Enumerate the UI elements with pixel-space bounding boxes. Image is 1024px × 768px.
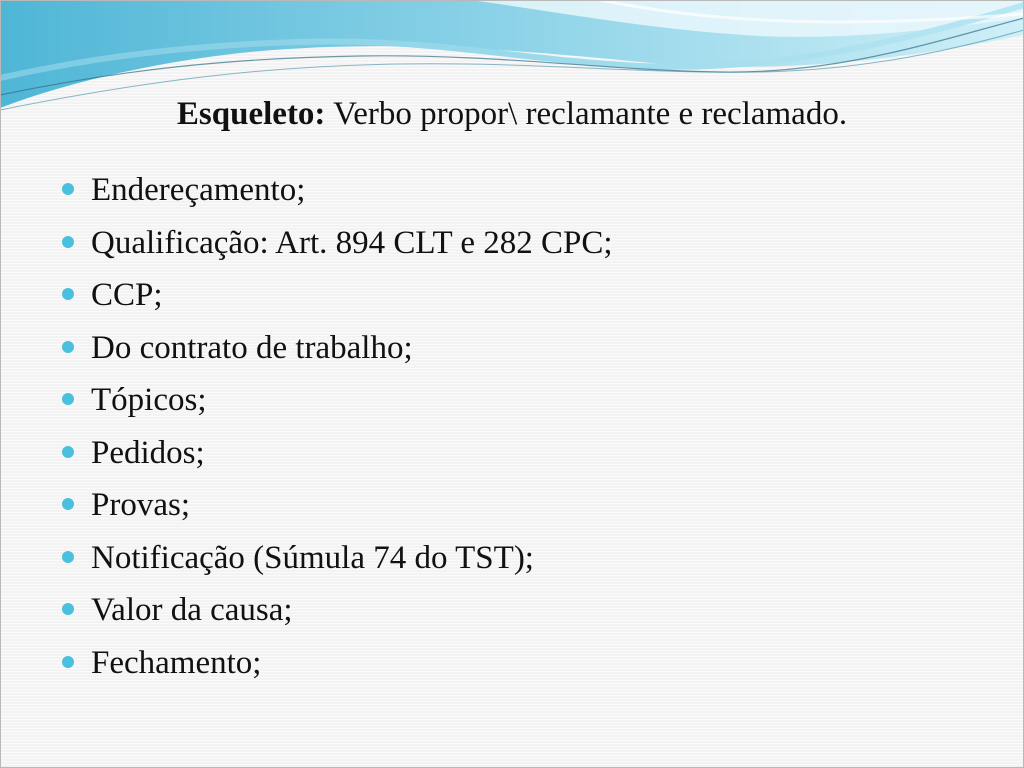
list-item	[62, 322, 613, 375]
bullet-dot-icon	[62, 341, 74, 353]
bullet-dot-icon	[62, 603, 74, 615]
list-item-text: Provas;	[91, 487, 190, 523]
list-item	[62, 269, 613, 322]
list-item	[62, 584, 613, 637]
list-item-text: Notificação (Súmula 74 do TST);	[91, 539, 534, 576]
slide-title	[0, 90, 1024, 138]
list-item	[62, 217, 613, 270]
list-item-text: Do contrato de trabalho;	[91, 329, 413, 366]
bullet-dot-icon	[62, 656, 74, 668]
list-item	[62, 427, 613, 480]
list-item-text: Tópicos;	[91, 382, 207, 418]
list-item	[62, 374, 613, 427]
title-text: Verbo propor\ reclamante e reclamado.	[325, 96, 848, 132]
bullet-dot-icon	[62, 498, 74, 510]
list-item-text: CCP;	[91, 277, 163, 313]
bullet-dot-icon	[62, 393, 74, 405]
bullet-dot-icon	[62, 446, 74, 458]
list-item-text: Pedidos;	[91, 434, 205, 471]
bullet-dot-icon	[62, 236, 74, 248]
list-item	[62, 637, 613, 690]
title-bold-label: Esqueleto:	[176, 96, 326, 132]
list-item	[62, 164, 613, 217]
list-item	[62, 479, 613, 532]
bullet-dot-icon	[62, 551, 74, 563]
list-item-text: Qualificação: Art. 894 CLT e 282 CPC;	[91, 224, 613, 261]
list-item	[62, 532, 613, 585]
bullet-list	[62, 164, 613, 689]
list-item-text: Endereçamento;	[91, 172, 306, 208]
bullet-dot-icon	[62, 288, 74, 300]
list-item-text: Valor da causa;	[91, 592, 293, 628]
bullet-dot-icon	[62, 183, 74, 195]
list-item-text: Fechamento;	[91, 644, 262, 681]
